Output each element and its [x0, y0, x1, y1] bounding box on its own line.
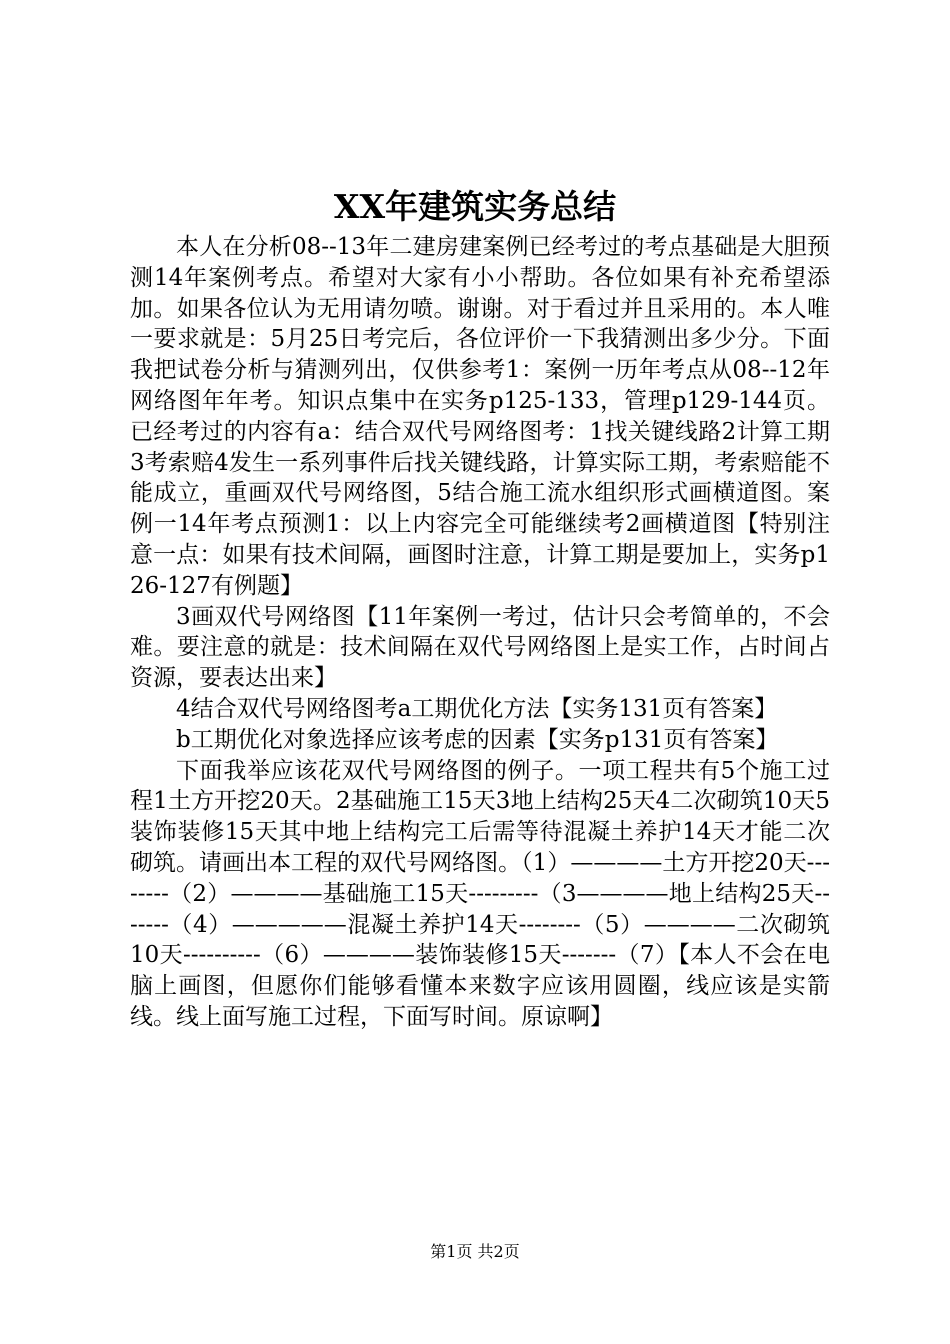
document-title: XX年建筑实务总结: [333, 187, 617, 226]
document-body: [130, 232, 830, 1033]
page-number-footer: 第1页 共2页: [430, 1242, 520, 1261]
paragraph-5: 下面我举应该花双代号网络图的例子。一项工程共有5个施工过程1土方开挖20天。2基础施工15天3地上结构25天4二次砌筑10天5装饰装修15天其中地上结构完工后需等待混凝土养护14天才能二次砌筑。请画出本工程的双代号网络图。（1）————土方开挖20天--------（2）————基础施工15天---------（3————地上结构25天-------（4）—————混凝土养护14天--------（5）————二次砌筑10天----------（6）————装饰装修15天-------（7）【本人不会在电脑上画图，但愿你们能够看懂本来数字应该用圆圈，线应该是实箭线。线上面写施工过程，下面写时间。原谅啊】: [130, 757, 830, 1030]
paragraph-4: b工期优化对象选择应该考虑的因素【实务p131页有答案】: [176, 726, 779, 753]
paragraph-3: 4结合双代号网络图考a工期优化方法【实务131页有答案】: [176, 695, 778, 722]
paragraph-2: 3画双代号网络图【11年案例一考过，估计只会考简单的，不会难。要注意的就是：技术间隔在双代号网络图上是实工作，占时间占资源，要表达出来】: [130, 603, 830, 692]
paragraph-1: 本人在分析08--13年二建房建案例已经考过的考点基础是大胆预测14年案例考点。希望对大家有小小帮助。各位如果有补充希望添加。如果各位认为无用请勿喷。谢谢。对于看过并且采用的。本人唯一要求就是：5月25日考完后，各位评价一下我猜测出多少分。下面我把试卷分析与猜测列出，仅供参考1：案例一历年考点从08--12年网络图年年考。知识点集中在实务p125-133，管理p129-144页。已经考过的内容有a：结合双代号网络图考：1找关键线路2计算工期3考索赔4发生一系列事件后找关键线路，计算实际工期，考索赔能不能成立，重画双代号网络图，5结合施工流水组织形式画横道图。案例一14年考点预测1：以上内容完全可能继续考2画横道图【特别注意一点：如果有技术间隔，画图时注意，计算工期是要加上，实务p126-127有例题】: [130, 234, 830, 599]
